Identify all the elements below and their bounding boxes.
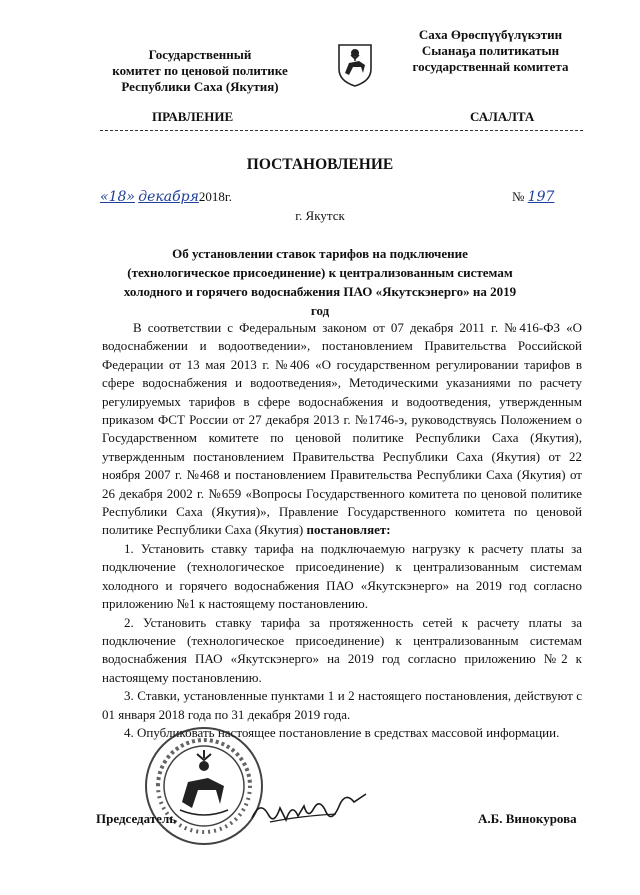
- document-date: [100, 189, 232, 205]
- handwritten-signature-icon: [250, 780, 370, 840]
- date-close-quote: »: [126, 189, 135, 205]
- number-label: №: [512, 189, 525, 204]
- decision-item: 2. Установить ставку тарифа за протяженность сетей к расчету платы за подключение (технологическое присоединение) к централизованным системам водоснабжения ПАО «Якутскэнерго» на 2019 год согласно приложению №2 к настоящему постановлению.: [102, 614, 582, 685]
- date-open-quote: «: [100, 189, 109, 205]
- document-subject: Об установлении ставок тарифов на подключение (технологическое присоединение) к централизованным системам холодного и горячего водоснабжения ПАО «Якутскэнерго» на 2019 год: [123, 246, 517, 318]
- org-name-left-line: комитет по ценовой политике: [112, 63, 288, 78]
- decision-word: постановляет:: [306, 522, 391, 538]
- org-name-left-line: Республики Саха (Якутия): [121, 79, 279, 94]
- signatory-position: Председатель: [96, 811, 177, 826]
- board-label-right: САЛАЛТА: [470, 109, 535, 124]
- number-value: 197: [527, 189, 555, 205]
- preamble-text: В соответствии с Федеральным законом от 07 декабря 2011 г. №416-ФЗ «О водоснабжении и водоотведении», постановлением Правительства Российской Федерации от 13 мая 2013 г. №406 «О государственном регулировании тарифов в сфере водоснабжения и водоотведения», Методическими указаниями по расчету регулируемых тарифов в сфере водоснабжения и водоотведения, утвержденным приказом ФСТ России от 27 декабря 2013 г. №1746-э, руководствуясь Положением о Государственном комитете по ценовой политике Республики Саха (Якутия), утвержденным постановлением Правительства Республики Саха (Якутия) от 22 ноября 2007 г. №468 и постановлением Правительства Республики Саха (Якутия) от 26 декабря 2002 г. №659 «Вопросы Государственного комитета по ценовой политике Республики Саха (Якутия)», Правление Государственного комитета по ценовой политике Республики Саха (Якутия): [102, 320, 582, 538]
- document-body: [102, 319, 582, 742]
- document-number: [512, 189, 554, 205]
- date-day: 18: [108, 189, 127, 205]
- decision-item: 4. Опубликовать настоящее постановление в средствах массовой информации.: [124, 724, 560, 740]
- org-name-left-line: Государственный: [148, 47, 252, 62]
- org-name-right: [398, 27, 583, 75]
- org-name-right-line: Сыанаҕа политикатын: [421, 43, 560, 58]
- header-divider: [100, 130, 583, 131]
- decision-item: 3. Ставки, установленные пунктами 1 и 2 настоящего постановления, действуют с 01 января 2018 года по 31 декабря 2019 года.: [102, 688, 582, 722]
- decision-item: 1. Установить ставку тарифа на подключаемую нагрузку к расчету платы за подключение (технологическое присоединение) к централизованным системам холодного и горячего водоснабжения ПАО «Якутскэнерго» на 2019 год согласно приложению №1 к настоящему постановлению.: [102, 540, 582, 612]
- official-seal-icon: [142, 724, 266, 848]
- org-name-right-line: Саха Өрөспүүбүлүкэтин: [418, 27, 563, 42]
- board-label-left: ПРАВЛЕНИЕ: [152, 109, 234, 124]
- document-type: ПОСТАНОВЛЕНИЕ: [246, 156, 394, 173]
- date-year: 2018г.: [198, 189, 233, 204]
- org-name-right-line: государственнай комитета: [412, 59, 569, 74]
- preamble-paragraph: [102, 319, 582, 540]
- date-month: декабря: [138, 189, 199, 205]
- org-name-left: [100, 47, 300, 95]
- signatory-name: А.Б. Винокурова: [478, 811, 577, 826]
- document-city: г. Якутск: [295, 208, 345, 223]
- yakutia-emblem-icon: [335, 43, 375, 87]
